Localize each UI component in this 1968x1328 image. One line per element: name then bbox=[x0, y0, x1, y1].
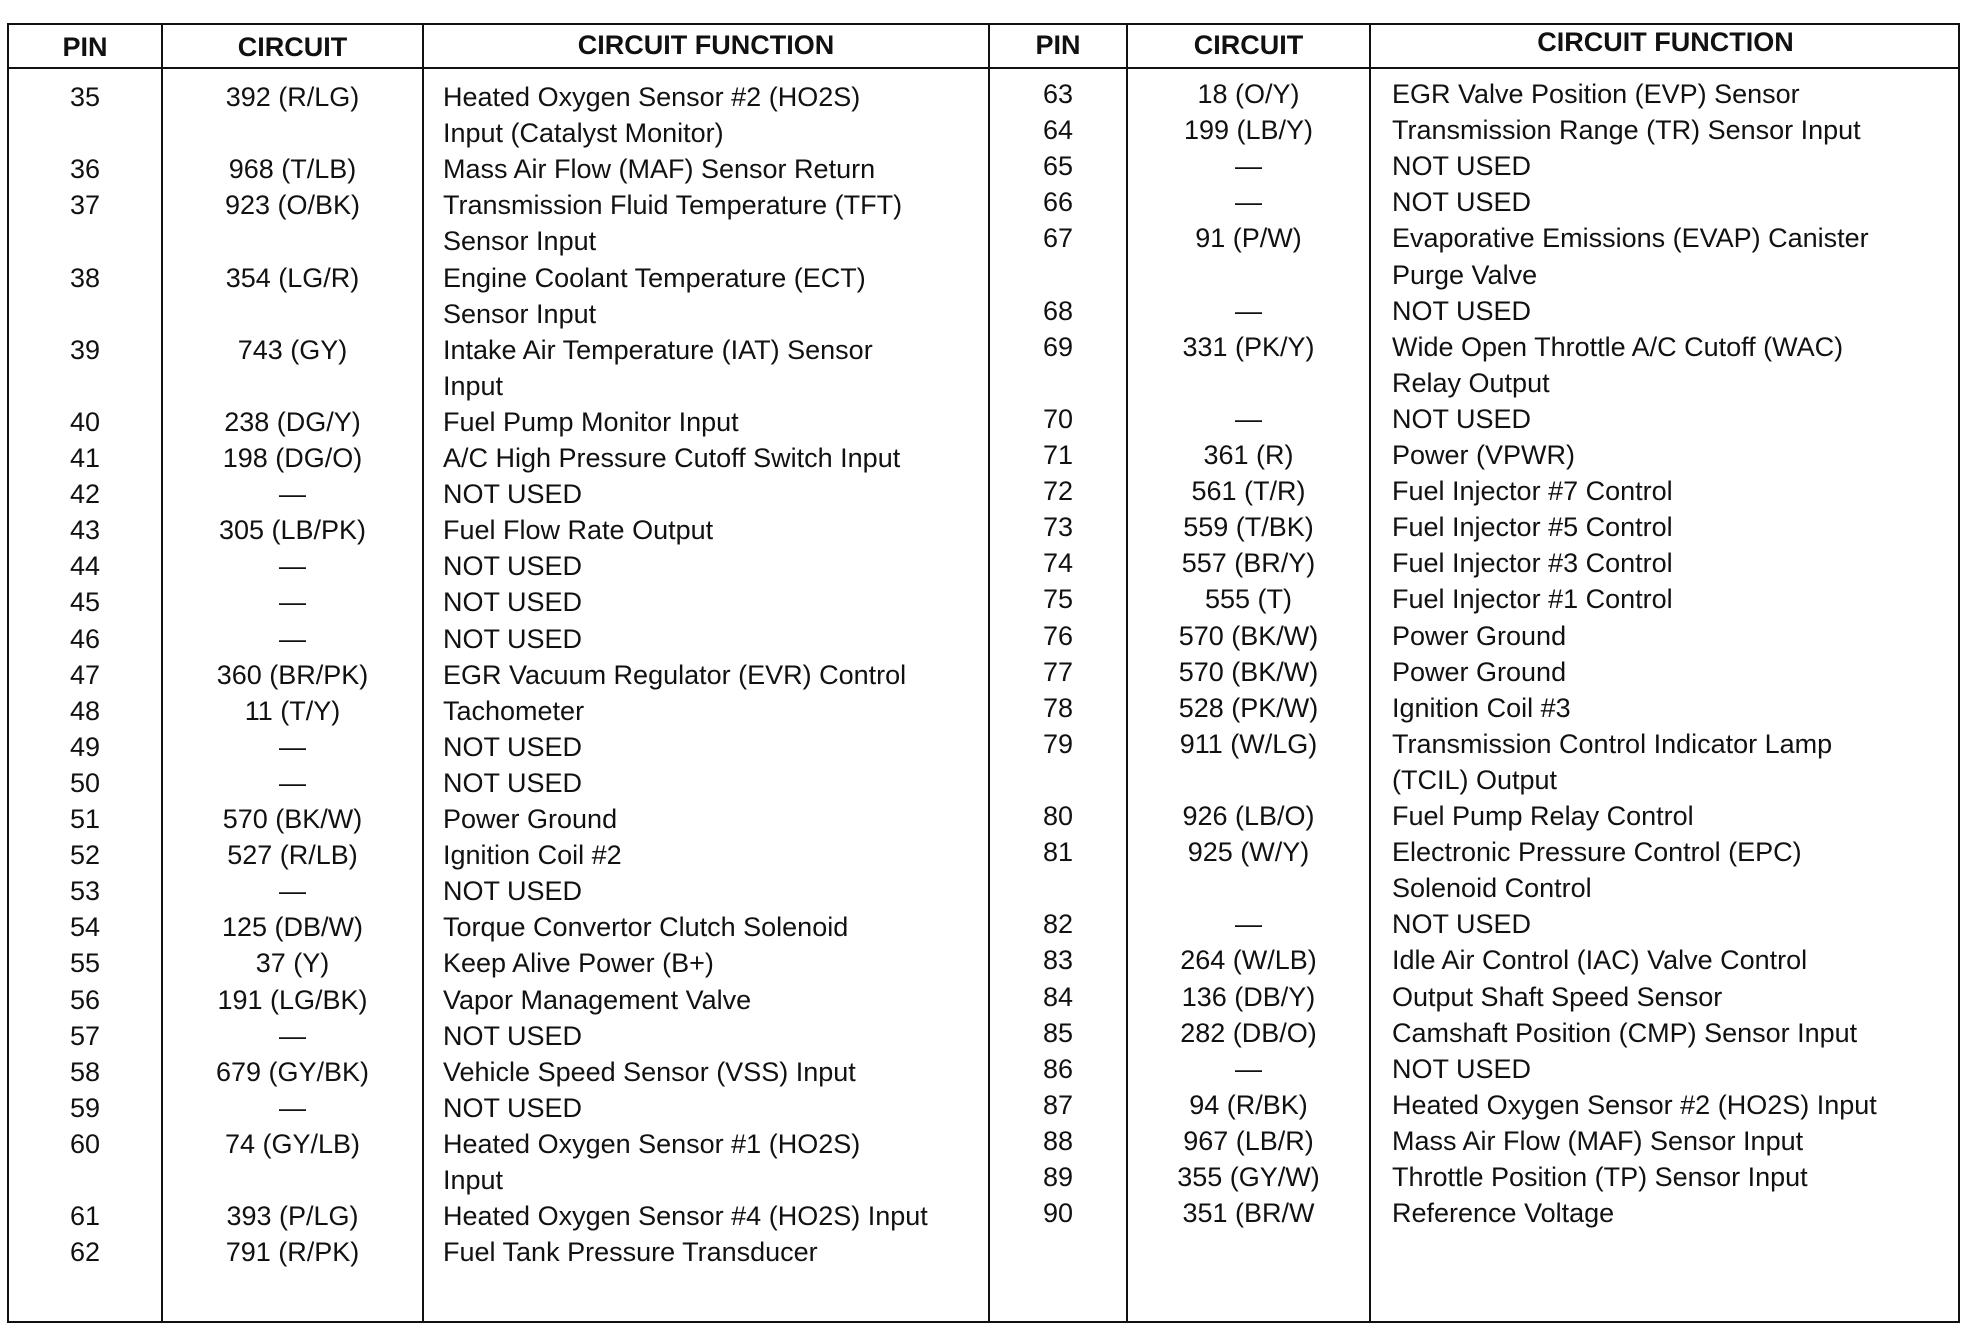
circuit-function: NOT USED bbox=[443, 479, 583, 510]
circuit-id: — bbox=[1235, 151, 1262, 182]
circuit-function: A/C High Pressure Cutoff Switch Input bbox=[443, 443, 901, 473]
circuit-id: 264 (W/LB) bbox=[1180, 945, 1317, 976]
pin-number: 46 bbox=[69, 623, 101, 654]
circuit-id: — bbox=[279, 479, 306, 510]
circuit-id: 926 (LB/O) bbox=[1182, 801, 1315, 831]
circuit-id: 791 (R/PK) bbox=[225, 1237, 360, 1268]
pin-number: 68 bbox=[1042, 295, 1074, 326]
circuit-id: 198 (DG/O) bbox=[222, 443, 363, 473]
circuit-function-continued: (TCIL) Output bbox=[1392, 764, 1558, 795]
circuit-id: 191 (LG/BK) bbox=[217, 984, 368, 1015]
circuit-function-continued: Sensor Input bbox=[443, 226, 597, 257]
pin-number: 85 bbox=[1042, 1017, 1074, 1048]
header-function-left: CIRCUIT FUNCTION bbox=[577, 30, 835, 60]
pin-number: 59 bbox=[69, 1092, 101, 1123]
circuit-function: Wide Open Throttle A/C Cutoff (WAC) bbox=[1392, 331, 1844, 362]
pin-number: 51 bbox=[69, 804, 101, 834]
circuit-function: Transmission Control Indicator Lamp bbox=[1392, 728, 1833, 759]
circuit-function: NOT USED bbox=[1392, 403, 1532, 434]
circuit-function: Fuel Injector #1 Control bbox=[1392, 584, 1673, 615]
circuit-function: Vapor Management Valve bbox=[443, 984, 752, 1015]
pin-number: 73 bbox=[1042, 512, 1074, 543]
pin-number: 66 bbox=[1042, 187, 1074, 218]
circuit-function: Reference Voltage bbox=[1392, 1198, 1615, 1229]
header-rule bbox=[7, 67, 1960, 69]
circuit-id: 355 (GY/W) bbox=[1177, 1162, 1320, 1192]
circuit-function: Output Shaft Speed Sensor bbox=[1392, 981, 1723, 1012]
pin-number: 69 bbox=[1042, 331, 1074, 362]
circuit-id: 557 (BR/Y) bbox=[1181, 548, 1316, 579]
pin-number: 57 bbox=[69, 1020, 101, 1051]
pin-number: 42 bbox=[69, 479, 101, 510]
circuit-function: Fuel Flow Rate Output bbox=[443, 515, 714, 546]
pin-number: 58 bbox=[69, 1056, 101, 1087]
pin-number: 67 bbox=[1042, 223, 1074, 254]
circuit-id: — bbox=[279, 731, 306, 762]
circuit-id: 361 (R) bbox=[1203, 440, 1294, 470]
header-pin-left: PIN bbox=[62, 32, 108, 62]
circuit-id: 679 (GY/BK) bbox=[215, 1056, 370, 1087]
circuit-id: — bbox=[279, 587, 306, 618]
pin-number: 47 bbox=[69, 659, 101, 690]
circuit-function: NOT USED bbox=[443, 1092, 583, 1123]
circuit-id: 923 (O/BK) bbox=[224, 190, 361, 221]
pin-number: 62 bbox=[69, 1237, 101, 1268]
pin-number: 48 bbox=[69, 695, 101, 726]
pin-number: 41 bbox=[69, 443, 101, 473]
pin-number: 80 bbox=[1042, 801, 1074, 831]
circuit-id: 91 (P/W) bbox=[1195, 223, 1302, 254]
circuit-id: 528 (PK/W) bbox=[1178, 692, 1319, 723]
circuit-id: 392 (R/LG) bbox=[225, 82, 360, 112]
circuit-function: Fuel Injector #3 Control bbox=[1392, 548, 1673, 579]
circuit-id: 527 (R/LB) bbox=[227, 840, 358, 871]
pin-number: 53 bbox=[69, 876, 101, 907]
header-pin-right: PIN bbox=[1035, 30, 1081, 60]
circuit-id: 199 (LB/Y) bbox=[1183, 115, 1314, 146]
pin-number: 43 bbox=[69, 515, 101, 546]
circuit-function: Ignition Coil #3 bbox=[1392, 692, 1571, 723]
circuit-function-continued: Purge Valve bbox=[1392, 259, 1538, 290]
circuit-id: 238 (DG/Y) bbox=[224, 406, 361, 437]
pin-number: 49 bbox=[69, 731, 101, 762]
circuit-id: — bbox=[279, 1020, 306, 1051]
circuit-id: 354 (LG/R) bbox=[225, 262, 360, 293]
pin-number: 79 bbox=[1042, 728, 1074, 759]
circuit-function: Fuel Pump Relay Control bbox=[1392, 801, 1694, 831]
pin-number: 45 bbox=[69, 587, 101, 618]
header-circuit-right: CIRCUIT bbox=[1193, 30, 1304, 60]
circuit-function: Heated Oxygen Sensor #4 (HO2S) Input bbox=[443, 1201, 928, 1232]
pin-number: 38 bbox=[69, 262, 101, 293]
pin-number: 55 bbox=[69, 948, 101, 979]
circuit-id: 11 (T/Y) bbox=[244, 695, 341, 726]
header-function-right: CIRCUIT FUNCTION bbox=[1537, 27, 1794, 57]
circuit-function: Evaporative Emissions (EVAP) Canister bbox=[1392, 223, 1869, 254]
circuit-id: 559 (T/BK) bbox=[1183, 512, 1314, 543]
circuit-id: 94 (R/BK) bbox=[1189, 1089, 1308, 1120]
circuit-function: Electronic Pressure Control (EPC) bbox=[1392, 837, 1802, 868]
circuit-function: EGR Valve Position (EVP) Sensor bbox=[1392, 79, 1800, 109]
circuit-id: — bbox=[279, 767, 306, 798]
circuit-id: 967 (LB/R) bbox=[1183, 1125, 1314, 1156]
pin-number: 84 bbox=[1042, 981, 1074, 1012]
circuit-function: EGR Vacuum Regulator (EVR) Control bbox=[443, 659, 907, 690]
circuit-id: 136 (DB/Y) bbox=[1181, 981, 1316, 1012]
circuit-function: NOT USED bbox=[443, 767, 583, 798]
circuit-function: Camshaft Position (CMP) Sensor Input bbox=[1392, 1017, 1858, 1048]
circuit-function: Heated Oxygen Sensor #2 (HO2S) Input bbox=[1392, 1089, 1877, 1120]
circuit-function: Power (VPWR) bbox=[1392, 440, 1576, 470]
circuit-id: — bbox=[279, 1092, 306, 1123]
circuit-id: 911 (W/LG) bbox=[1179, 728, 1318, 759]
circuit-function: NOT USED bbox=[443, 876, 583, 907]
circuit-id: — bbox=[1235, 295, 1262, 326]
column-divider bbox=[422, 23, 424, 1323]
circuit-id: 351 (BR/W bbox=[1182, 1198, 1315, 1229]
circuit-function: Power Ground bbox=[443, 804, 618, 834]
circuit-function: NOT USED bbox=[443, 731, 583, 762]
pin-number: 89 bbox=[1042, 1162, 1074, 1192]
circuit-id: — bbox=[1235, 909, 1262, 940]
circuit-function: Intake Air Temperature (IAT) Sensor bbox=[443, 334, 873, 365]
pin-number: 88 bbox=[1042, 1125, 1074, 1156]
circuit-id: — bbox=[279, 623, 306, 654]
column-divider bbox=[1369, 23, 1371, 1323]
circuit-function: NOT USED bbox=[443, 587, 583, 618]
pin-number: 87 bbox=[1042, 1089, 1074, 1120]
circuit-function: Engine Coolant Temperature (ECT) bbox=[443, 262, 866, 293]
circuit-function: NOT USED bbox=[443, 551, 583, 582]
circuit-function: Transmission Fluid Temperature (TFT) bbox=[443, 190, 903, 221]
circuit-id: — bbox=[1235, 1053, 1262, 1084]
circuit-id: 331 (PK/Y) bbox=[1182, 331, 1315, 362]
pin-number: 56 bbox=[69, 984, 101, 1015]
circuit-function-continued: Input (Catalyst Monitor) bbox=[443, 118, 724, 149]
circuit-id: 570 (BK/W) bbox=[222, 804, 363, 834]
pin-number: 44 bbox=[69, 551, 101, 582]
circuit-id: 360 (BR/PK) bbox=[216, 659, 369, 690]
circuit-function: Heated Oxygen Sensor #1 (HO2S) bbox=[443, 1128, 861, 1159]
circuit-function: NOT USED bbox=[1392, 1053, 1532, 1084]
circuit-function-continued: Sensor Input bbox=[443, 298, 597, 329]
circuit-id: 570 (BK/W) bbox=[1178, 620, 1319, 651]
pin-number: 37 bbox=[69, 190, 101, 221]
circuit-id: 570 (BK/W) bbox=[1178, 656, 1319, 687]
pin-number: 70 bbox=[1042, 403, 1074, 434]
circuit-id: 925 (W/Y) bbox=[1187, 837, 1310, 868]
circuit-function: NOT USED bbox=[443, 1020, 583, 1051]
circuit-function: Vehicle Speed Sensor (VSS) Input bbox=[443, 1056, 856, 1087]
pin-number: 78 bbox=[1042, 692, 1074, 723]
pin-number: 39 bbox=[69, 334, 101, 365]
circuit-id: — bbox=[1235, 187, 1262, 218]
circuit-id: 561 (T/R) bbox=[1191, 476, 1306, 507]
circuit-function: NOT USED bbox=[1392, 151, 1532, 182]
circuit-function: Mass Air Flow (MAF) Sensor Input bbox=[1392, 1125, 1804, 1156]
circuit-function: Fuel Pump Monitor Input bbox=[443, 406, 739, 437]
circuit-function-continued: Input bbox=[443, 370, 504, 401]
pin-number: 74 bbox=[1042, 548, 1074, 579]
circuit-function: Idle Air Control (IAC) Valve Control bbox=[1392, 945, 1808, 976]
circuit-id: 37 (Y) bbox=[255, 948, 330, 979]
pin-number: 61 bbox=[69, 1201, 101, 1232]
pin-number: 86 bbox=[1042, 1053, 1074, 1084]
circuit-id: — bbox=[279, 551, 306, 582]
pin-number: 54 bbox=[69, 912, 101, 943]
circuit-id: 555 (T) bbox=[1204, 584, 1293, 615]
circuit-function: Transmission Range (TR) Sensor Input bbox=[1392, 115, 1861, 146]
pin-number: 82 bbox=[1042, 909, 1074, 940]
pin-number: 36 bbox=[69, 154, 101, 185]
circuit-id: 125 (DB/W) bbox=[221, 912, 364, 943]
circuit-id: 968 (T/LB) bbox=[228, 154, 357, 185]
circuit-id: 743 (GY) bbox=[237, 334, 348, 365]
circuit-function-continued: Input bbox=[443, 1165, 504, 1195]
pin-number: 90 bbox=[1042, 1198, 1074, 1229]
pin-number: 65 bbox=[1042, 151, 1074, 182]
circuit-function-continued: Relay Output bbox=[1392, 367, 1550, 398]
pin-number: 52 bbox=[69, 840, 101, 871]
pin-number: 81 bbox=[1042, 837, 1074, 868]
circuit-function: Fuel Injector #5 Control bbox=[1392, 512, 1673, 543]
pin-number: 50 bbox=[69, 767, 101, 798]
header-circuit-left: CIRCUIT bbox=[237, 32, 348, 62]
circuit-function: Fuel Tank Pressure Transducer bbox=[443, 1237, 818, 1268]
circuit-function: Power Ground bbox=[1392, 656, 1567, 687]
circuit-function: Mass Air Flow (MAF) Sensor Return bbox=[443, 154, 876, 185]
circuit-function: Keep Alive Power (B+) bbox=[443, 948, 714, 979]
pin-number: 60 bbox=[69, 1128, 101, 1159]
pin-number: 71 bbox=[1042, 440, 1074, 470]
circuit-id: 393 (P/LG) bbox=[226, 1201, 359, 1232]
pin-number: 64 bbox=[1042, 115, 1074, 146]
circuit-function: Ignition Coil #2 bbox=[443, 840, 622, 871]
circuit-id: — bbox=[1235, 403, 1262, 434]
circuit-id: 305 (LB/PK) bbox=[218, 515, 367, 546]
circuit-function: Throttle Position (TP) Sensor Input bbox=[1392, 1162, 1808, 1192]
circuit-function: Torque Convertor Clutch Solenoid bbox=[443, 912, 849, 943]
circuit-function: NOT USED bbox=[1392, 909, 1532, 940]
circuit-id: 74 (GY/LB) bbox=[224, 1128, 361, 1159]
circuit-function: NOT USED bbox=[1392, 187, 1532, 218]
circuit-function: NOT USED bbox=[443, 623, 583, 654]
pin-number: 63 bbox=[1042, 79, 1074, 109]
pin-number: 83 bbox=[1042, 945, 1074, 976]
circuit-id: 282 (DB/O) bbox=[1180, 1017, 1317, 1048]
pin-number: 35 bbox=[69, 82, 101, 112]
pin-number: 77 bbox=[1042, 656, 1074, 687]
circuit-function-continued: Solenoid Control bbox=[1392, 873, 1592, 904]
pin-number: 72 bbox=[1042, 476, 1074, 507]
pin-number: 76 bbox=[1042, 620, 1074, 651]
pin-number: 75 bbox=[1042, 584, 1074, 615]
circuit-function: Heated Oxygen Sensor #2 (HO2S) bbox=[443, 82, 861, 112]
circuit-function: Tachometer bbox=[443, 695, 585, 726]
circuit-function: NOT USED bbox=[1392, 295, 1532, 326]
pin-number: 40 bbox=[69, 406, 101, 437]
circuit-function: Fuel Injector #7 Control bbox=[1392, 476, 1673, 507]
circuit-id: — bbox=[279, 876, 306, 907]
circuit-id: 18 (O/Y) bbox=[1197, 79, 1300, 109]
circuit-function: Power Ground bbox=[1392, 620, 1567, 651]
